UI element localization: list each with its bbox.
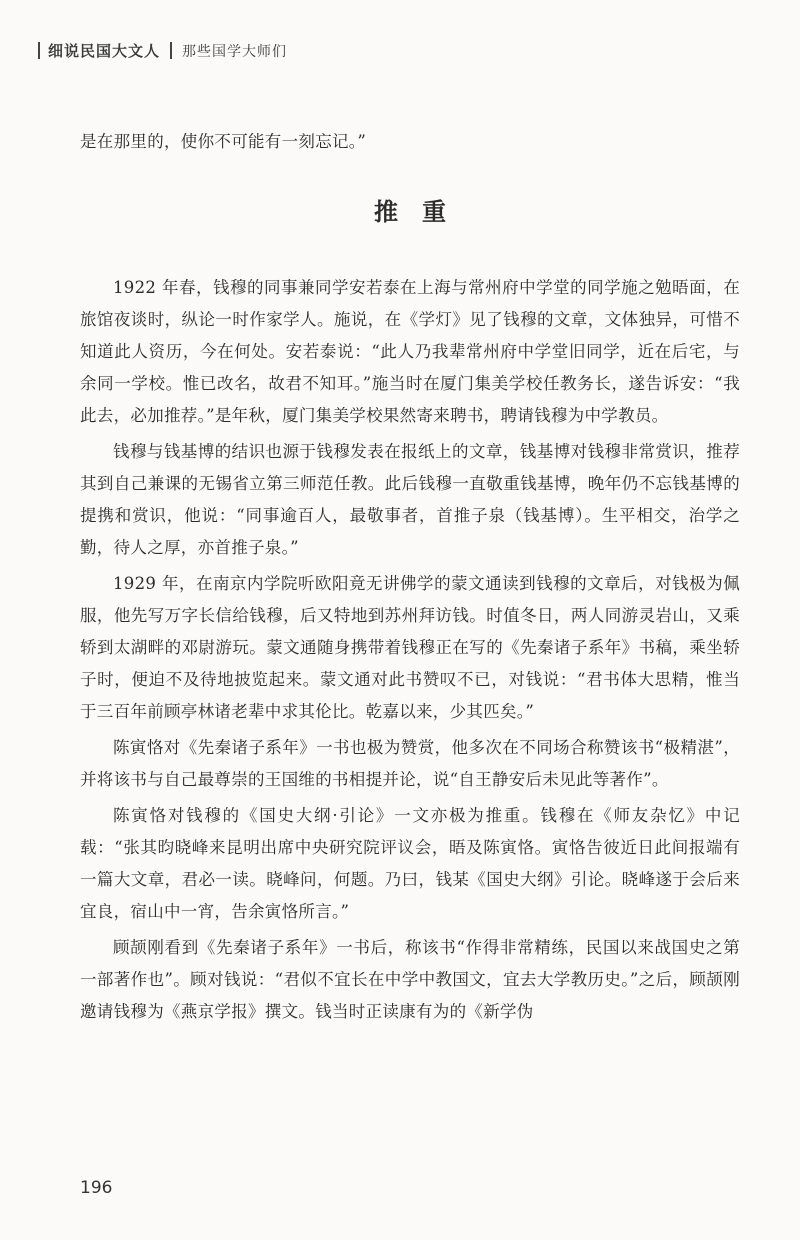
page-body [80,126,740,1032]
header-bar-left [38,42,40,59]
paragraph: 钱穆与钱基博的结识也源于钱穆发表在报纸上的文章，钱基博对钱穆非常赏识，推荐其到自己兼课的无锡省立第三师范任教。此后钱穆一直敬重钱基博，晚年仍不忘钱基博的提携和赏识，他说：“同事逾百人，最敬事者，首推子泉（钱基博）。生平相交，治学之勤，待人之厚，亦首推子泉。” [80,442,740,557]
paragraph: 陈寅恪对《先秦诸子系年》一书也极为赞赏，他多次在不同场合称赞该书“极精湛”，并将该书与自己最尊崇的王国维的书相提并论，说“自王静安后未见此等著作”。 [80,738,740,789]
book-subtitle: 那些国学大师们 [182,43,288,60]
book-title: 细说民国大文人 [48,42,161,60]
continuation-line: 是在那里的，使你不可能有一刻忘记。” [80,132,367,151]
running-header [38,40,287,61]
header-bar-divider [170,42,172,59]
page-number: 196 [80,1178,113,1198]
paragraph: 1929 年，在南京内学院听欧阳竟无讲佛学的蒙文通读到钱穆的文章后，对钱极为佩服，他先写万字长信给钱穆，后又特地到苏州拜访钱。时值冬日，两人同游灵岩山，又乘轿到太湖畔的邓尉游玩。蒙文通随身携带着钱穆正在写的《先秦诸子系年》书稿，乘坐轿子时，便迫不及待地披览起来。蒙文通对此书赞叹不已，对钱说：“君书体大思精，惟当于三百年前顾亭林诸老辈中求其伦比。乾嘉以来，少其匹矣。” [80,574,740,721]
paragraph: 陈寅恪对钱穆的《国史大纲·引论》一文亦极为推重。钱穆在《师友杂忆》中记载：“张其昀晓峰来昆明出席中央研究院评议会，晤及陈寅恪。寅恪告彼近日此间报端有一篇大文章，君必一读。晓峰问，何题。乃曰，钱某《国史大纲》引论。晓峰遂于会后来宜良，宿山中一宵，告余寅恪所言。” [80,806,740,921]
paragraph: 1922 年春，钱穆的同事兼同学安若泰在上海与常州府中学堂的同学施之勉晤面，在旅馆夜谈时，纵论一时作家学人。施说，在《学灯》见了钱穆的文章，文体独异，可惜不知道此人资历，今在何处。安若泰说：“此人乃我辈常州府中学堂旧同学，近在后宅，与余同一学校。惟已改名，故君不知耳。”施当时在厦门集美学校任教务长，遂告诉安：“我此去，必加推荐。”是年秋，厦门集美学校果然寄来聘书，聘请钱穆为中学教员。 [80,278,740,425]
section-title: 推重 [374,197,470,226]
paragraph: 顾颉刚看到《先秦诸子系年》一书后，称该书“作得非常精练，民国以来战国史之第一部著作也”。顾对钱说：“君似不宜长在中学中教国文，宜去大学教历史。”之后，顾颉刚邀请钱穆为《燕京学报》撰文。钱当时正读康有为的《新学伪 [80,938,740,1021]
